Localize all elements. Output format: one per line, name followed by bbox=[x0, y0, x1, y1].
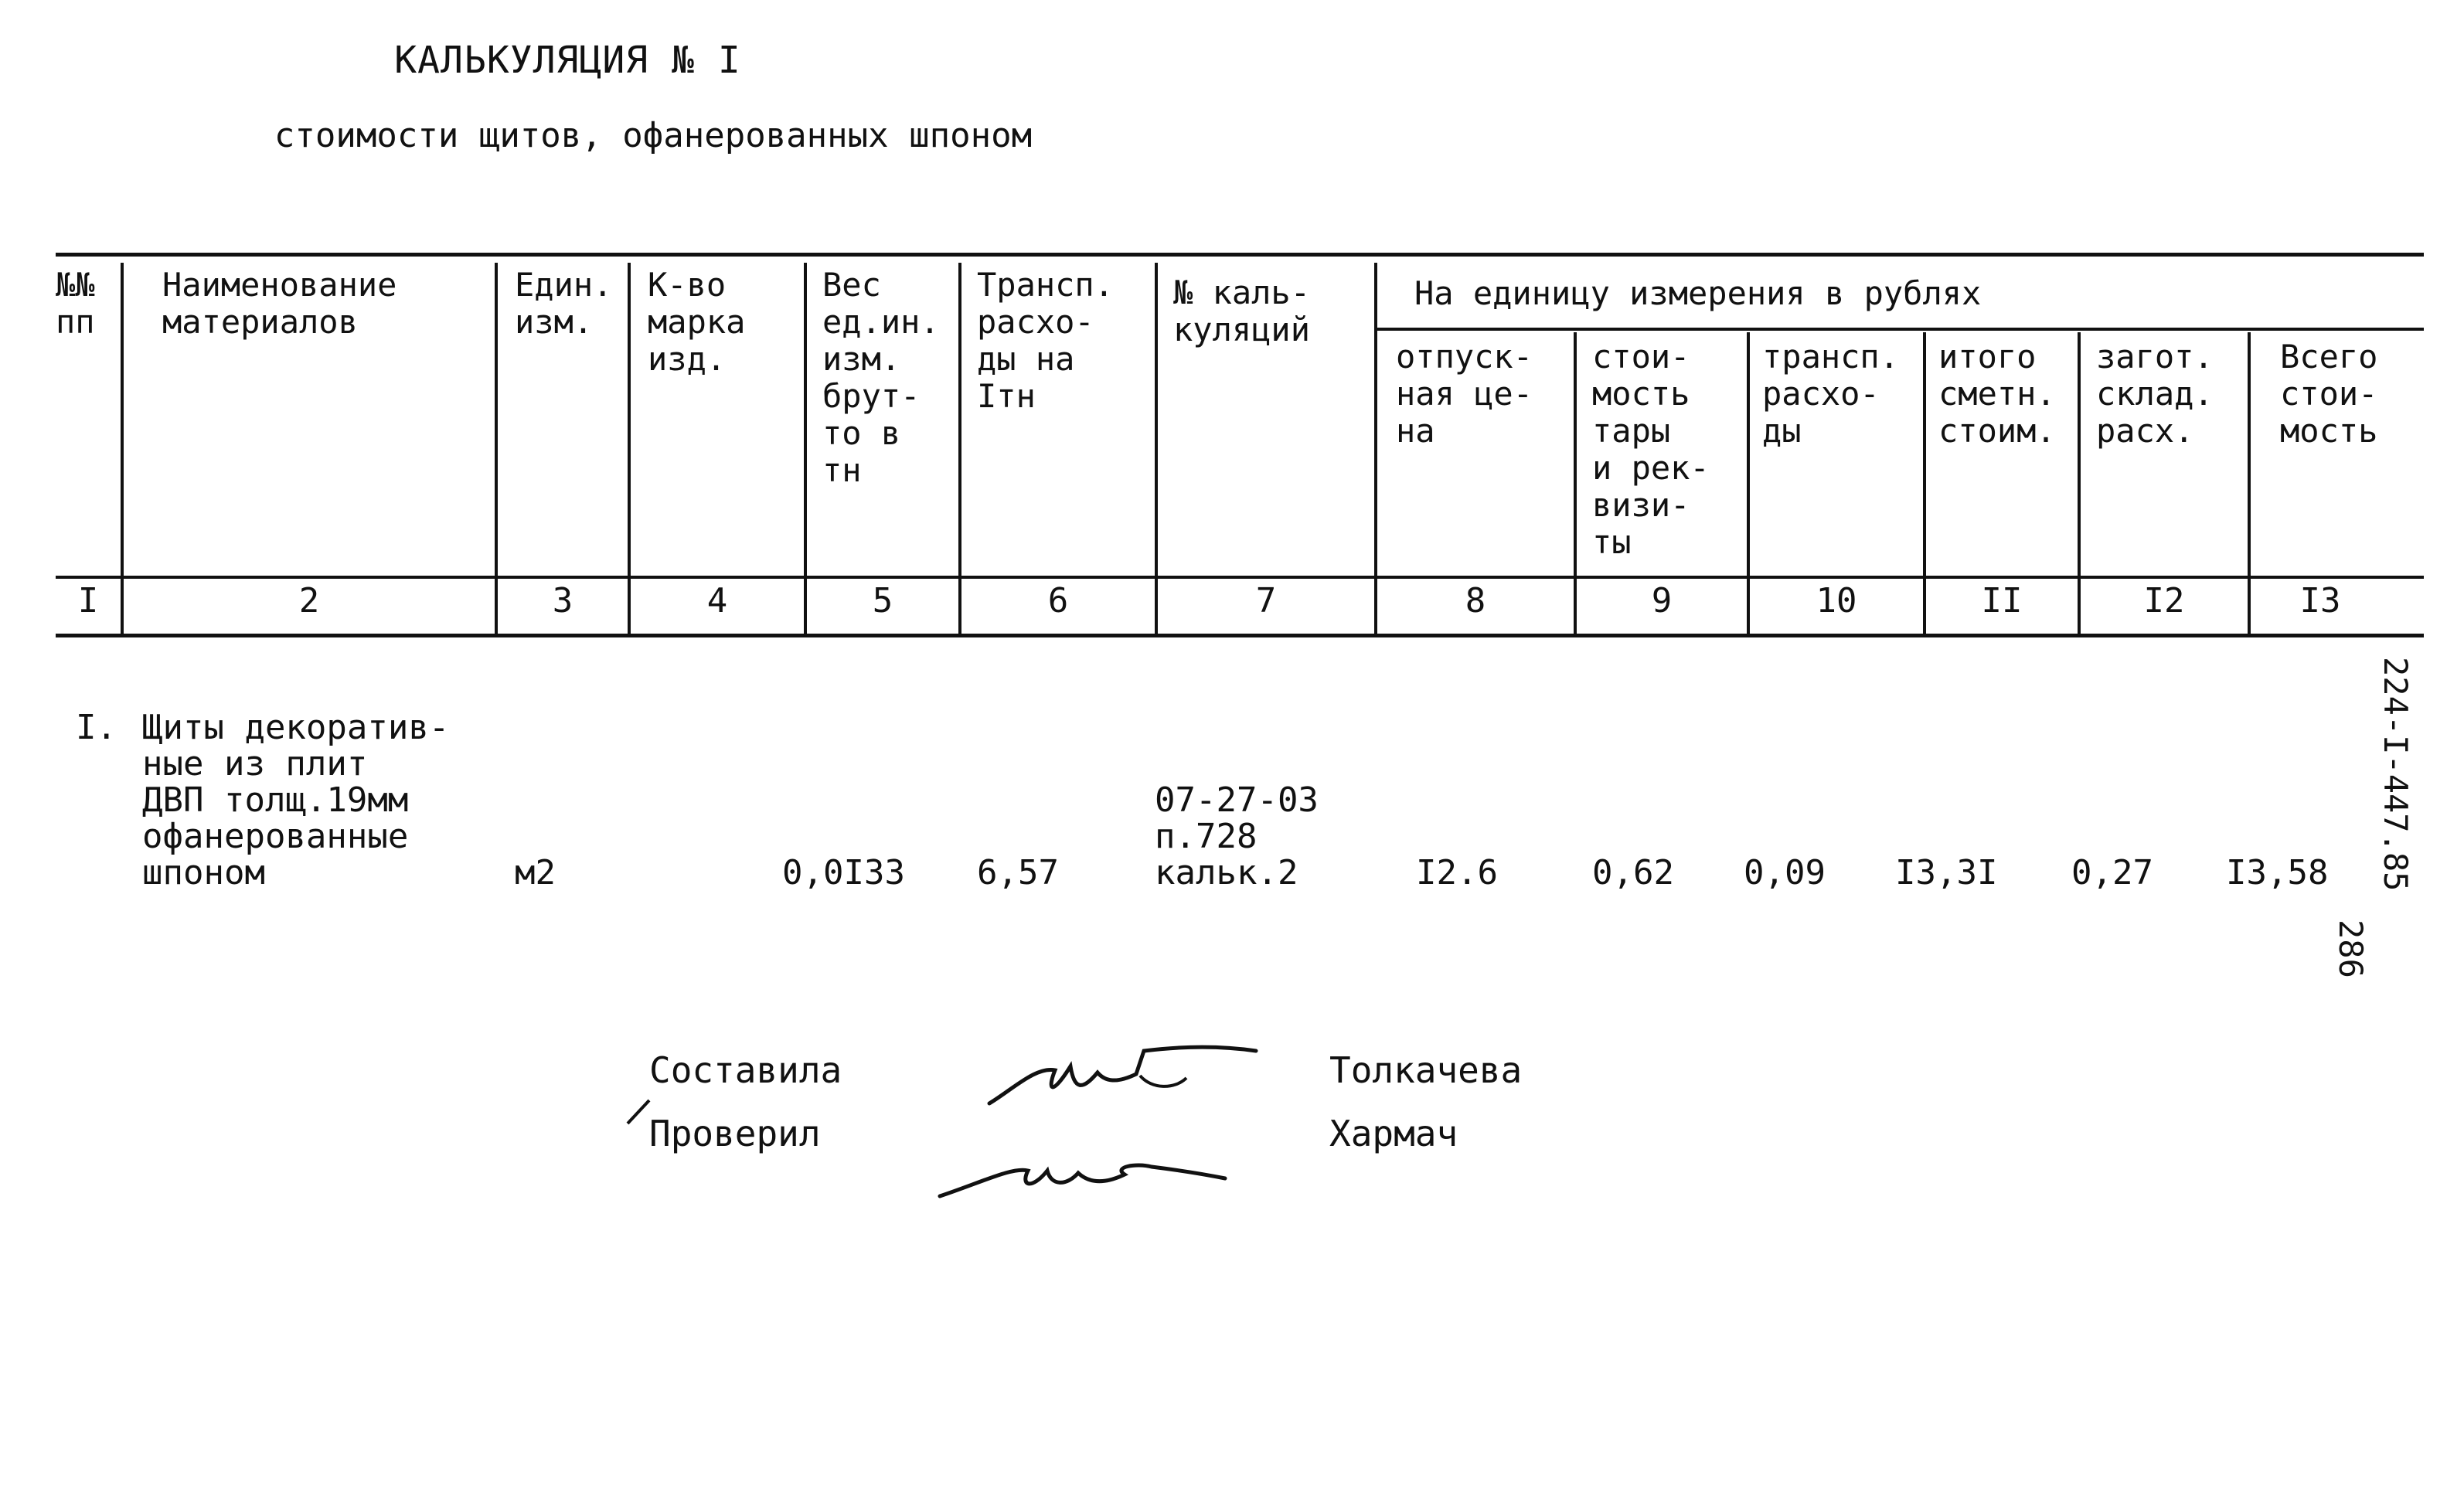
document-code: 224-I-447.85 bbox=[2377, 657, 2415, 892]
checked-by-label: Проверил bbox=[649, 1113, 821, 1154]
header-price: отпуск- ная це- на bbox=[1396, 338, 1533, 450]
column-number: 8 bbox=[1465, 581, 1486, 620]
column-number: 10 bbox=[1816, 581, 1857, 620]
column-divider bbox=[804, 263, 807, 634]
margin-tick-mark bbox=[625, 1096, 655, 1127]
storage-value: 0,27 bbox=[2071, 853, 2153, 892]
header-group-per-unit: На единицу измерения в рублях bbox=[1414, 274, 1982, 312]
row-index: I. bbox=[76, 708, 117, 747]
column-divider bbox=[628, 263, 631, 634]
document-subtitle: стоимости щитов, офанерованных шпоном bbox=[274, 116, 1033, 155]
unit-value: м2 bbox=[515, 853, 556, 892]
tare-value: 0,62 bbox=[1592, 853, 1674, 892]
header-transport: трансп. расхо- ды bbox=[1762, 338, 1900, 450]
header-total-estimate: итого сметн. стоим. bbox=[1938, 338, 2056, 450]
material-name: Щиты декоратив- ные из плит ДВП толщ.19мм офанерованные шпоном bbox=[142, 708, 450, 892]
column-number: I3 bbox=[2299, 581, 2341, 620]
column-number: 3 bbox=[552, 581, 573, 620]
column-number: 2 bbox=[298, 581, 320, 620]
price-value: I2.6 bbox=[1416, 853, 1498, 892]
column-number: 4 bbox=[706, 581, 728, 620]
numbering-bottom-rule bbox=[56, 634, 2424, 637]
column-divider bbox=[495, 263, 498, 634]
header-transport-per-ton: Трансп. расхо- ды на Iтн bbox=[977, 266, 1115, 415]
header-tare: стои- мость тары и рек- визи- ты bbox=[1592, 338, 1710, 561]
header-row-number: №№ пп bbox=[56, 266, 95, 341]
column-number: I bbox=[77, 581, 99, 620]
weight-value: 0,0I33 bbox=[782, 853, 905, 892]
compiled-by-label: Составила bbox=[649, 1049, 842, 1091]
column-divider bbox=[1374, 263, 1377, 634]
column-divider bbox=[121, 263, 124, 634]
page-number: 286 bbox=[2332, 920, 2370, 978]
header-quantity: К-во марка изд. bbox=[648, 266, 746, 378]
column-divider bbox=[958, 263, 961, 634]
transport-value: 0,09 bbox=[1744, 853, 1826, 892]
header-unit: Един. изм. bbox=[515, 266, 613, 341]
document-title: КАЛЬКУЛЯЦИЯ № I bbox=[394, 39, 741, 82]
group-header-rule bbox=[1374, 328, 2424, 331]
table-top-rule bbox=[56, 253, 2424, 257]
column-number: I2 bbox=[2143, 581, 2185, 620]
column-number: 5 bbox=[872, 581, 893, 620]
header-weight: Вес ед.ин. изм. брут- то в тн bbox=[822, 266, 940, 489]
header-material-name: Наименование материалов bbox=[162, 266, 397, 341]
column-divider bbox=[1155, 263, 1158, 634]
column-number: II bbox=[1981, 581, 2023, 620]
checked-signature bbox=[935, 1136, 1229, 1205]
header-calc-ref: № каль- куляций bbox=[1173, 274, 1311, 348]
total-value: I3,58 bbox=[2226, 853, 2329, 892]
checked-by-name: Хармач bbox=[1329, 1113, 1458, 1154]
compiled-by-name: Толкачева bbox=[1329, 1049, 1523, 1091]
header-storage: загот. склад. расх. bbox=[2096, 338, 2214, 450]
calc-ref-value: 07-27-03 п.728 кальк.2 bbox=[1155, 780, 1319, 892]
compiled-signature bbox=[982, 1035, 1268, 1113]
header-bottom-rule bbox=[56, 576, 2424, 579]
column-number: 6 bbox=[1047, 581, 1069, 620]
transport-per-ton-value: 6,57 bbox=[977, 853, 1059, 892]
total-estimate-value: I3,3I bbox=[1895, 853, 1998, 892]
header-total: Всего стои- мость bbox=[2280, 338, 2378, 450]
column-number: 9 bbox=[1651, 581, 1673, 620]
column-number: 7 bbox=[1255, 581, 1277, 620]
